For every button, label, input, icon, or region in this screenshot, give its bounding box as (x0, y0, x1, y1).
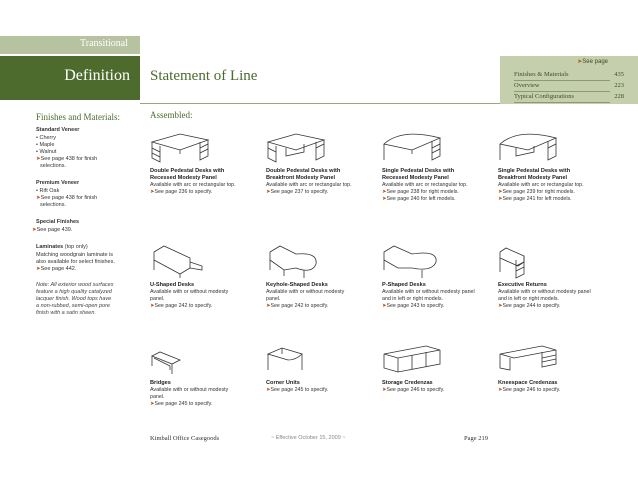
see-page-link[interactable]: ➤See page 242 to specify. (150, 303, 213, 309)
finish-item: • Rift Oak (36, 188, 60, 194)
product-desc: Available with or without modesty (266, 289, 345, 295)
product-corner-units[interactable] (266, 340, 378, 394)
desk-illustration-icon (266, 238, 326, 282)
product-name: Double Pedestal Desks with (150, 168, 225, 174)
product-desc: Available with arc or rectangular top. (150, 182, 236, 188)
desk-illustration-icon (150, 238, 210, 282)
product-double-pedestal-recessed[interactable] (150, 124, 262, 196)
see-page-link[interactable]: ➤See page 438 for finish (36, 156, 98, 162)
product-desc: and in left or right models. (498, 296, 559, 302)
desk-illustration-icon (266, 124, 326, 168)
product-name: Single Pedestal Desks with (498, 168, 571, 174)
see-page-link[interactable]: ➤See page 245 to specify. (150, 401, 213, 407)
product-keyhole-shaped[interactable] (266, 238, 378, 310)
product-desc: Available with or without modesty (150, 289, 229, 295)
product-single-pedestal-recessed[interactable] (382, 124, 494, 203)
product-name: Breakfront Modesty Panel (498, 175, 568, 181)
footer-middle: ~ Effective October 15, 2009 ~ (271, 435, 346, 441)
product-bridges[interactable] (150, 340, 262, 408)
see-page-link[interactable]: ➤See page 237 to specify. (266, 189, 329, 195)
section-band (0, 36, 140, 54)
arrow-icon: ➤ (577, 59, 583, 65)
product-single-pedestal-breakfront[interactable] (498, 124, 610, 203)
reference-row[interactable]: Typical Configurations 228 (514, 92, 610, 103)
desk-illustration-icon (498, 238, 558, 282)
note-line: finish with a satin sheen. (36, 310, 96, 316)
product-name: Executive Returns (498, 282, 547, 288)
assembled-label: Assembled: (150, 110, 193, 120)
note-line: lacquer finish. Wood tops have (36, 296, 112, 302)
laminates-heading: Laminates (top only) (36, 244, 88, 250)
note-line: a non-rubbed, semi-open pore (36, 303, 110, 309)
finish-item: • Maple (36, 142, 55, 148)
reference-row[interactable]: Overview 223 (514, 81, 610, 92)
desk-illustration-icon (150, 340, 210, 380)
desk-illustration-icon (266, 340, 326, 380)
product-name: Single Pedestal Desks with (382, 168, 455, 174)
footer-left: Kimball Office Casegoods (150, 435, 220, 442)
see-page-link-cont: selections. (40, 202, 66, 208)
desk-illustration-icon (382, 340, 442, 380)
sidebar-heading: Finishes and Materials: (36, 112, 120, 122)
desk-illustration-icon (150, 124, 210, 168)
section-label: Transitional (80, 38, 128, 49)
product-name: Kneespace Credenzas (498, 380, 558, 386)
definition-label: Definition (64, 67, 130, 84)
product-desc: and in left or right models. (382, 296, 443, 302)
finish-item: • Cherry (36, 135, 56, 141)
product-name: Breakfront Modesty Panel (266, 175, 336, 181)
see-page-link[interactable]: ➤See page 236 to specify. (150, 189, 213, 195)
see-page-link[interactable]: ➤See page 245 to specify. (266, 387, 329, 393)
special-finishes-heading: Special Finishes (36, 219, 80, 225)
standard-veneer-heading: Standard Veneer (36, 127, 80, 133)
product-name: Storage Credenzas (382, 380, 433, 386)
page-number: Page 219 (464, 435, 489, 442)
laminates-text: also available for select finishes. (36, 259, 115, 265)
product-u-shaped[interactable] (150, 238, 262, 310)
product-desc: Available with arc or rectangular top. (498, 182, 584, 188)
product-storage-credenzas[interactable] (382, 340, 494, 394)
see-page-label: ➤See page (577, 59, 608, 65)
product-desc: Available with or without modesty panel (382, 289, 475, 295)
product-name: Bridges (150, 380, 171, 386)
product-name: Recessed Modesty Panel (382, 175, 449, 181)
see-page-link-cont: selections. (40, 163, 66, 169)
definition-band (0, 56, 140, 100)
reference-row[interactable]: Finishes & Materials 435 (514, 70, 610, 81)
see-page-link[interactable]: ➤See page 439. (32, 227, 73, 233)
note-line: feature a high quality catalyzed (36, 289, 112, 295)
see-page-link[interactable]: ➤See page 438 for finish (36, 195, 98, 201)
product-name: Recessed Modesty Panel (150, 175, 217, 181)
desk-illustration-icon (382, 124, 442, 168)
product-desc: Available with arc or rectangular top. (266, 182, 352, 188)
product-desc: panel. (150, 394, 165, 400)
see-page-link[interactable]: ➤See page 246 to specify. (382, 387, 445, 393)
product-desc: panel. (150, 296, 165, 302)
finish-item: • Walnut (36, 149, 57, 155)
product-executive-returns[interactable] (498, 238, 610, 310)
product-double-pedestal-breakfront[interactable] (266, 124, 378, 196)
see-page-link[interactable]: ➤See page 238 for right models. (382, 189, 459, 195)
desk-illustration-icon (498, 340, 558, 380)
see-page-link[interactable]: ➤See page 442. (36, 266, 77, 272)
premium-veneer-heading: Premium Veneer (36, 180, 80, 186)
product-desc: panel. (266, 296, 281, 302)
see-page-link[interactable]: ➤See page 241 for left models. (498, 196, 572, 202)
laminates-text: Matching woodgrain laminate is (36, 252, 114, 258)
product-name: Corner Units (266, 380, 300, 386)
desk-illustration-icon (382, 238, 442, 282)
desk-illustration-icon (498, 124, 558, 168)
see-page-link[interactable]: ➤See page 243 to specify. (382, 303, 445, 309)
product-name: P-Shaped Desks (382, 282, 426, 288)
product-p-shaped[interactable] (382, 238, 494, 310)
see-page-link[interactable]: ➤See page 246 to specify. (498, 387, 561, 393)
note-line: Note: All exterior wood surfaces (36, 282, 114, 288)
see-page-link[interactable]: ➤See page 240 for left models. (382, 196, 456, 202)
product-desc: Available with or without modesty (150, 387, 229, 393)
see-page-link[interactable]: ➤See page 239 for right models. (498, 189, 575, 195)
product-kneespace-credenzas[interactable] (498, 340, 610, 394)
see-page-link[interactable]: ➤See page 244 to specify. (498, 303, 561, 309)
product-desc: Available with or without modesty panel (498, 289, 591, 295)
page-title: Statement of Line (150, 68, 258, 84)
product-name: U-Shaped Desks (150, 282, 195, 288)
reference-box (500, 56, 638, 104)
product-name: Keyhole-Shaped Desks (266, 282, 328, 288)
product-name: Double Pedestal Desks with (266, 168, 341, 174)
product-desc: Available with arc or rectangular top. (382, 182, 468, 188)
see-page-link[interactable]: ➤See page 242 to specify. (266, 303, 329, 309)
